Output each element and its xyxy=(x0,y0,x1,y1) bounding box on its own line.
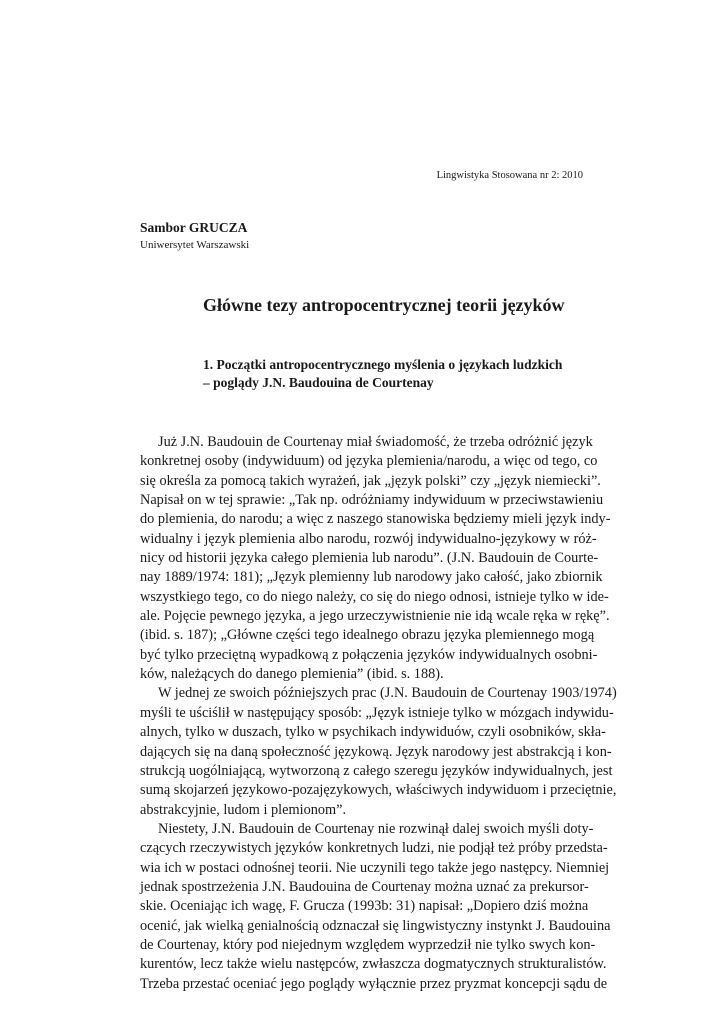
text-line: ale. Pojęcie pewnego języka, a jego urzeczywistnienie nie idą wcale ręka w rękę”. xyxy=(140,608,610,625)
paragraph xyxy=(140,433,611,684)
paragraph xyxy=(140,684,617,819)
running-header: Lingwistyka Stosowana nr 2: 2010 xyxy=(436,170,583,181)
text-line: ków, należących do danego plemienia” (ibid. s. 188). xyxy=(140,666,444,683)
body-text xyxy=(140,433,617,994)
text-line: (ibid. s. 187); „Główne części tego idealnego obrazu języka plemiennego mogą xyxy=(140,627,595,644)
text-line: de Courtenay, który pod niejednym względem wyprzedził nie tylko swych kon- xyxy=(140,936,596,953)
author-name: Sambor GRUCZA xyxy=(140,220,248,235)
text-line: Napisał on w tej sprawie: „Tak np. odróżniamy indywiduum w przeciwstawieniu xyxy=(140,492,604,509)
author-affiliation: Uniwersytet Warszawski xyxy=(140,239,250,251)
text-line: czących rzeczywistych języków konkretnych ludzi, nie podjął też próby przedsta- xyxy=(140,840,608,857)
paragraph xyxy=(140,820,611,994)
text-line: wia ich w postaci odnośnej teorii. Nie uczynili tego także jego następcy. Niemniej xyxy=(140,859,610,876)
text-line: wszystkiego tego, co do niego należy, co się do niego odnosi, istnieje tylko w ide- xyxy=(140,588,609,605)
text-line: W jednej ze swoich późniejszych prac (J.N. Baudouin de Courtenay 1903/1974) xyxy=(158,685,617,702)
text-line: sumą skojarzeń językowo-pozajęzykowych, właściwych indywiduom i przeciętnie, xyxy=(140,782,617,799)
article-title: Główne tezy antropocentrycznej teorii języków xyxy=(203,295,565,315)
text-line: Trzeba przestać oceniać jego poglądy wyłącznie przez pryzmat koncepcji sądu de xyxy=(140,975,608,992)
section-heading-line: – poglądy J.N. Baudouina de Courtenay xyxy=(203,374,434,390)
section-heading-line: 1. Początki antropocentrycznego myślenia o językach ludzkich xyxy=(203,357,563,372)
text-line: skie. Oceniając ich wagę, F. Grucza (1993b: 31) napisał: „Dopiero dziś można xyxy=(140,898,589,915)
text-line: ocenić, jak wielką genialnością odznaczał się lingwistyczny instynkt J. Baudouina xyxy=(140,917,611,934)
text-line: do plemienia, do narodu; a więc z naszego stanowiska będziemy mieli język indy- xyxy=(140,511,611,528)
text-line: Niestety, J.N. Baudouin de Courtenay nie rozwinął dalej swoich myśli doty- xyxy=(158,820,594,837)
text-line: strukcją uogólniającą, wytworzoną z całego szeregu języków indywidualnych, jest xyxy=(140,762,613,779)
text-line: Już J.N. Baudouin de Courtenay miał świadomość, że trzeba odróżnić język xyxy=(158,434,593,450)
text-line: się określa za pomocą takich wyrażeń, jak „język polski” czy „język niemiecki”. xyxy=(140,472,601,489)
text-line: jednak spostrzeżenia J.N. Baudouina de Courtenay można uznać za prekursor- xyxy=(140,878,589,895)
text-line: kurentów, lecz także wielu następców, zwłaszcza dogmatycznych strukturalistów. xyxy=(140,956,607,973)
text-line: dających się na daną społeczność językową. Język narodowy jest abstrakcją i kon- xyxy=(140,743,612,760)
text-line: konkretnej osoby (indywiduum) od języka plemienia/narodu, a więc od tego, co xyxy=(140,453,598,470)
text-line: nay 1889/1974: 181); „Język plemienny lub narodowy jako całość, jako zbiornik xyxy=(140,569,603,586)
text-line: abstrakcyjnie, ludom i plemionom”. xyxy=(140,801,347,818)
section-heading xyxy=(203,356,562,391)
text-line: nicy od historii języka całego plemienia lub narodu”. (J.N. Baudouin de Courte- xyxy=(140,550,599,567)
text-line: być tylko przeciętną wypadkową z połączenia języków indywidualnych osobni- xyxy=(140,646,598,663)
text-line: myśli te uściślił w następujący sposób: „Język istnieje tylko w mózgach indywidu- xyxy=(140,704,614,721)
text-line: widualny i język plemienia albo narodu, rozwój indywidualno-językowy w róż- xyxy=(140,530,597,547)
text-line: alnych, tylko w duszach, tylko w psychikach indywiduów, czyli osobników, skła- xyxy=(140,724,606,741)
